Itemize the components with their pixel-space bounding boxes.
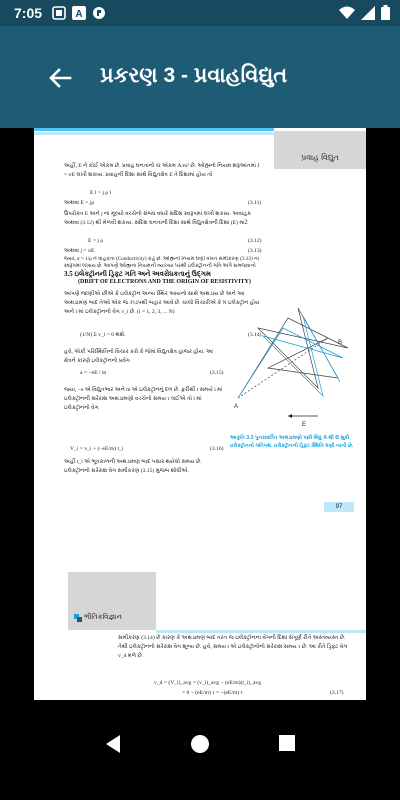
bottom-band [156, 630, 366, 633]
recents-nav-icon[interactable] [278, 734, 296, 752]
battery-icon [381, 5, 390, 20]
app-bar [0, 26, 400, 128]
book-page[interactable] [34, 128, 366, 700]
status-bar [0, 0, 400, 26]
page-number: 97 [324, 502, 354, 512]
home-nav-icon[interactable] [190, 734, 210, 754]
section-title: 3.5 ઇલેક્ટ્રૉનની ડ્રિફ્ટ ગતિ અને અવરોધકતાનું ઉદ્ગમ [64, 270, 211, 278]
navigation-bar [0, 700, 400, 800]
equation-5: (1/N) Σ v_i = 0 થશે. [80, 332, 126, 338]
equation-3: E = j ρ [88, 238, 104, 244]
equation-8: v_d = (V_i)_avg = (v_i)_avg − (eE/m)(t_i)_avg [154, 680, 262, 686]
top-band-light [34, 132, 274, 135]
fig-label-a: A [234, 404, 239, 410]
status-right-icons [339, 5, 390, 20]
arrow-left-icon[interactable] [46, 64, 74, 92]
electron-path-figure [228, 278, 360, 428]
equation-9: = 0 − (eE/m) τ = −(eE/m) τ [182, 690, 243, 696]
equation-4: અથવા j = σE [64, 248, 95, 254]
svg-text:A: A [75, 9, 83, 20]
wifi-icon [339, 6, 355, 20]
chapter-tab: પ્રવાહ વિદ્યુત [274, 131, 366, 169]
paragraph-1c: જ્યાં, σ = 1/ρ ને વાહકતા (Conductivity) કહે છે. ઓહ્મનો નિયમ ઘણી વખત સમીકરણ (3.13) ના સ્વરૂપમાં લખાય છે. આપણે ઓહ્મના નિયમની વ્યાખ્યા પરથી ઇલેક્ટ્રૉનની ગતિ અંગે સમજવાનો [64, 256, 260, 269]
section-subtitle: (DRIFT OF ELECTRONS AND THE ORIGIN OF RESISTIVITY) [78, 279, 251, 285]
figure-caption: આકૃતિ 3.3 પુનરાવર્તિત અથડામણો પછી બિંદુ A થી B સુધી ઇલેક્ટ્રૉનનો ગતિપથ. ઇલેક્ટ્રૉનની ડ્રિફ્ટ સ્થિતિ ઘણી નાની છે. [230, 435, 354, 449]
paragraph-6: અહીં t_i એ ભૂતકાળની અથડામણ બાદ પસાર થયેલો સમય છે. ઇલેક્ટ્રૉનનો સરેરાશ વેગ સમીકરણ (3.15) મુજબ શોધીએ. [64, 459, 202, 474]
signal-icon [361, 6, 375, 20]
app-badge-icon [72, 6, 86, 20]
status-time: 7:05 [14, 5, 43, 21]
fig-label-b: B [338, 340, 343, 346]
equation-9-number: (3.17) [330, 690, 344, 696]
fig-label-e: E [302, 422, 307, 428]
equation-2-number: (3.11) [248, 200, 262, 206]
equation-7: V_i = v_i + (−eE/m) t_i [70, 446, 124, 452]
equation-5-number: (3.14) [248, 332, 262, 338]
notification-icon [92, 6, 106, 20]
equation-1: E l = j ρ l [90, 190, 112, 196]
equation-6-number: (3.15) [210, 370, 224, 376]
subject-label: ભૌતિકવિજ્ઞાન [84, 614, 122, 621]
app-title: પ્રકરણ 3 - પ્રવાહવિદ્યુત [100, 64, 288, 87]
screenshot-icon [52, 6, 66, 20]
equation-4-number: (3.13) [248, 248, 262, 254]
equation-3-number: (3.12) [248, 238, 262, 244]
equation-7-number: (3.16) [210, 446, 224, 452]
top-band [34, 128, 274, 131]
paragraph-7: સમીકરણ (3.14) છે કારણ કે અથડામણ બાદ તરત જ ઇલેક્ટ્રૉનના વેગની દિશા સંપૂર્ણ રીતે અસ્તવ્યસ્ત છે. તેથી ઇલેક્ટ્રૉનનો સરેરાશ વેગ શૂન્ય છે. હવે, સમય t એ ઇલેક્ટ્રૉનોનો સરેરાશ સમય τ છે. આ રીતે ડ્રિફ્ટ વેગ v_d મળે છે. [118, 635, 348, 659]
paragraph-1: અહીં, E ને કોઈ એકમ છે. પ્રવાહ ઘનતાનો SI એકમ A/m² છે. ઓહ્મનો નિયમ શરૂઆતમાં J = σE લખી શકાય. પ્રવાહની દિશા સાથે વિદ્યુતક્ષેત્ર E તે દિશામાં હોય તો [64, 163, 260, 178]
paragraph-5: જ્યાં, −e એ વિદ્યુતભાર અને m એ ઇલેક્ટ્રૉનનું દળ છે. ફરીથી t સમયે i માં ઇલેક્ટ્રૉનની સરેરાશ અથડામણો વચ્ચેનો સમય τ લઈએ તો i માં ઇલેક્ટ્રૉનનો વેગ [64, 387, 223, 411]
back-nav-icon[interactable] [104, 734, 122, 754]
paragraph-3: આપણે જાણીએ છીએ કે ઇલેક્ટ્રૉન અન્ય સ્થિર આયનો સાથે અથડાય છે અને આ અથડામણ બાદ તેઓ એક જ ઝડપથી બહાર આવે છે. ચાલો વિચારીએ કે N ઇલેક્ટ્રૉન હોય અને i માં ઇલેક્ટ્રૉનનો વેગ v_i છે. (i = 1, 2, 3, ... N) [64, 291, 260, 315]
equation-2: અથવા E = jρ [64, 200, 95, 206]
paragraph-1b: ઉપરોક્ત E અને j ના મૂલ્યો વચ્ચેનો સંબંધ વધારે સદિશ સ્વરૂપમાં લખી શકાય. અવાહક અથવા (3.12) થી મેળવી શકાય. સદિશ ઘનતાની દિશા સાથે વિદ્યુતક્ષેત્રની દિશા (E) માટે [64, 211, 252, 226]
subject-icon [74, 614, 82, 622]
paragraph-4: હવે, એકી પરિસ્થિતિનો વિચાર કરો કે જેમાં વિદ્યુતક્ષેત્ર હાજર હોય. આ ક્ષેત્રને કારણે ઇલેક્ટ્રૉનનો પ્રવેગ [64, 349, 214, 364]
equation-6: a = −eE / m [80, 370, 107, 376]
